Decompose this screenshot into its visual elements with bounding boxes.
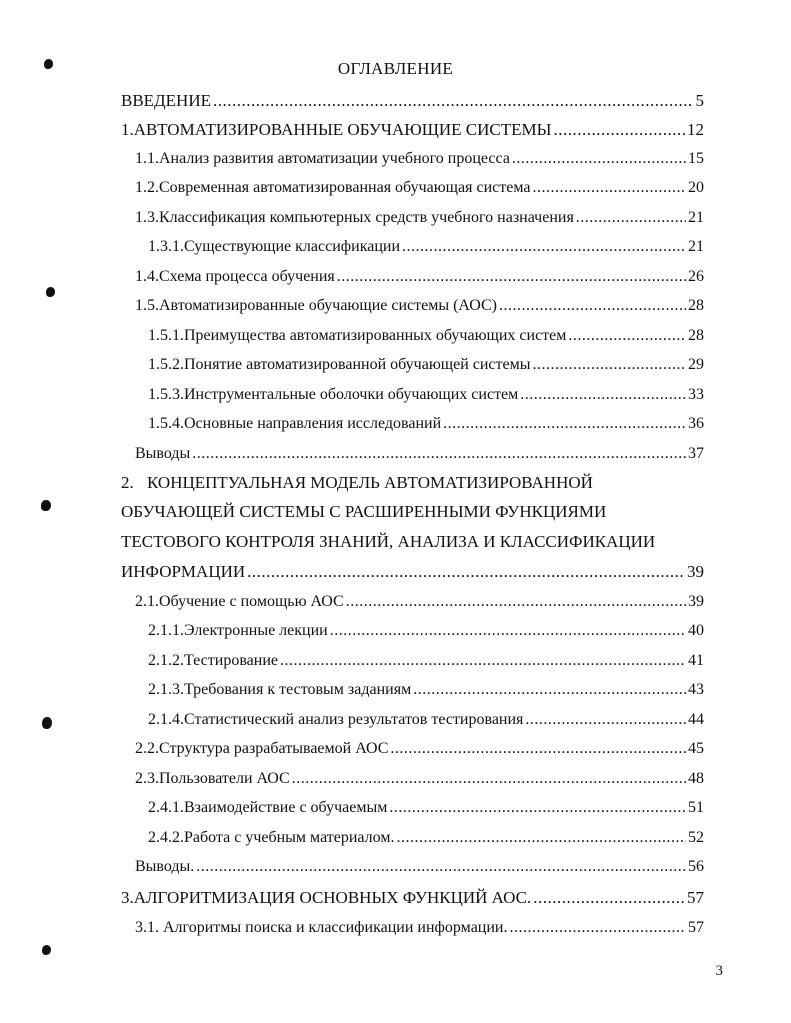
punch-hole-mark bbox=[42, 717, 52, 729]
toc-entry-chapter-1[interactable] bbox=[121, 120, 704, 140]
toc-entry-chapter-2-line-3 bbox=[121, 530, 655, 554]
toc-entry-page: 57 bbox=[687, 888, 704, 907]
toc-entry-text: Современная автоматизированная обучающая система bbox=[159, 179, 531, 196]
toc-entry-number: 1.2. bbox=[135, 179, 159, 196]
toc-entry-text: Выводы bbox=[135, 445, 191, 462]
toc-entry-text: Тестирование bbox=[184, 652, 278, 669]
toc-entry-1-3[interactable] bbox=[135, 208, 704, 228]
toc-entry-page: 52 bbox=[688, 829, 704, 846]
toc-entry-text: Статистический анализ результатов тестирования bbox=[184, 711, 524, 728]
dot-leader bbox=[553, 120, 685, 140]
toc-entry-2-1-3[interactable] bbox=[148, 680, 704, 700]
toc-entry-text: Структура разрабатываемой АОС bbox=[159, 740, 389, 757]
toc-entry-2-1-4[interactable] bbox=[148, 710, 704, 730]
toc-entry-page: 51 bbox=[688, 799, 704, 816]
page-number: 3 bbox=[715, 963, 723, 979]
toc-entry-page: 57 bbox=[688, 919, 704, 936]
toc-entry-1-1[interactable] bbox=[135, 149, 704, 169]
toc-entry-page: 21 bbox=[688, 238, 704, 255]
toc-entry-page: 20 bbox=[688, 179, 704, 196]
toc-entry-text: ВВЕДЕНИЕ bbox=[121, 91, 211, 110]
toc-entry-text: Автоматизированные обучающие системы (АОС) bbox=[159, 297, 497, 314]
toc-entry-chapter-3[interactable] bbox=[121, 888, 704, 908]
dot-leader bbox=[532, 178, 686, 198]
toc-entry-page: 12 bbox=[687, 120, 704, 139]
toc-entry-text: АЛГОРИТМИЗАЦИЯ ОСНОВНЫХ ФУНКЦИЙ АОС. bbox=[133, 888, 532, 907]
dot-leader bbox=[292, 769, 686, 789]
dot-leader bbox=[509, 918, 686, 938]
toc-entry-chapter-2-line-2 bbox=[121, 500, 606, 524]
toc-entry-page: 29 bbox=[688, 356, 704, 373]
toc-entry-number: 1. bbox=[121, 120, 134, 139]
toc-entry-1-5-2[interactable] bbox=[148, 355, 704, 375]
toc-entry-1-5-4[interactable] bbox=[148, 414, 704, 434]
toc-entry-number: 2.1.3. bbox=[148, 681, 184, 698]
toc-entry-2-1-2[interactable] bbox=[148, 651, 704, 671]
toc-entry-number: 2.1.4. bbox=[148, 711, 184, 728]
toc-entry-text: Преимущества автоматизированных обучающих систем bbox=[184, 327, 567, 344]
toc-entry-text: 3.1. Алгоритмы поиска и классификации информации. bbox=[135, 919, 508, 936]
toc-entry-page: 28 bbox=[688, 327, 704, 344]
toc-entry-number: 1.3. bbox=[135, 209, 159, 226]
toc-entry-number: 1.5.2. bbox=[148, 356, 184, 373]
toc-title: ОГЛАВЛЕНИЕ bbox=[337, 59, 454, 78]
toc-entry-1-2[interactable] bbox=[135, 178, 704, 198]
toc-entry-text: Основные направления исследований bbox=[184, 415, 442, 432]
punch-hole-mark bbox=[46, 287, 55, 297]
toc-entry-page: 44 bbox=[688, 711, 704, 728]
toc-entry-text: АВТОМАТИЗИРОВАННЫЕ ОБУЧАЮЩИЕ СИСТЕМЫ bbox=[133, 120, 552, 139]
toc-entry-page: 40 bbox=[688, 622, 704, 639]
toc-entry-page: 39 bbox=[688, 593, 704, 610]
toc-entry-1-5-1[interactable] bbox=[148, 326, 704, 346]
toc-entry-2-1-1[interactable] bbox=[148, 621, 704, 641]
dot-leader bbox=[247, 562, 685, 582]
toc-entry-number: 2.4.2. bbox=[148, 829, 184, 846]
toc-entry-text: Пользователи АОС bbox=[159, 770, 290, 787]
dot-leader bbox=[533, 888, 685, 908]
toc-entry-page: 41 bbox=[688, 652, 704, 669]
dot-leader bbox=[213, 91, 694, 111]
toc-entry-chapter-2-line-1[interactable] bbox=[121, 471, 593, 495]
dot-leader bbox=[520, 385, 686, 405]
toc-entry-number: 3. bbox=[121, 888, 134, 907]
toc-entry-conclusions-2[interactable] bbox=[135, 857, 704, 877]
toc-entry-text: Взаимодействие с обучаемым bbox=[184, 799, 388, 816]
dot-leader bbox=[389, 798, 686, 818]
dot-leader bbox=[346, 592, 686, 612]
toc-entry-text: Обучение с помощью АОС bbox=[159, 593, 344, 610]
toc-entry-number: 2.3. bbox=[135, 770, 159, 787]
toc-entry-number: 2.1.2. bbox=[148, 652, 184, 669]
dot-leader bbox=[402, 237, 686, 257]
toc-entry-page: 43 bbox=[688, 681, 704, 698]
toc-entry-3-1[interactable] bbox=[135, 918, 704, 938]
toc-entry-number: 1.5.3. bbox=[148, 386, 184, 403]
toc-entry-conclusions-1[interactable] bbox=[135, 444, 704, 464]
toc-entry-text-continued: ОБУЧАЮЩЕЙ СИСТЕМЫ С РАСШИРЕННЫМИ ФУНКЦИЯМИ bbox=[121, 502, 607, 521]
toc-entry-number: 1.5.1. bbox=[148, 327, 184, 344]
toc-entry-2-4-2[interactable] bbox=[148, 828, 704, 848]
toc-entry-1-5-3[interactable] bbox=[148, 385, 704, 405]
dot-leader bbox=[390, 739, 686, 759]
toc-entry-number: 2.4.1. bbox=[148, 799, 184, 816]
toc-entry-2-2[interactable] bbox=[135, 739, 704, 759]
toc-entry-number: 2. bbox=[121, 473, 134, 492]
toc-entry-text-continued: ТЕСТОВОГО КОНТРОЛЯ ЗНАНИЙ, АНАЛИЗА И КЛАССИФИКАЦИИ bbox=[121, 532, 656, 551]
toc-entry-text: Анализ развития автоматизации учебного процесса bbox=[159, 150, 510, 167]
dot-leader bbox=[337, 267, 686, 287]
toc-entry-text: Существующие классификации bbox=[184, 238, 401, 255]
toc-entry-page: 15 bbox=[688, 150, 704, 167]
toc-entry-text: Выводы. bbox=[135, 858, 195, 875]
dot-leader bbox=[443, 414, 686, 434]
punch-hole-mark bbox=[42, 945, 51, 955]
punch-hole-mark bbox=[41, 500, 51, 511]
toc-entry-text: Инструментальные оболочки обучающих систем bbox=[184, 386, 519, 403]
dot-leader bbox=[280, 651, 686, 671]
toc-entry-1-5[interactable] bbox=[135, 296, 704, 316]
dot-leader bbox=[512, 149, 686, 169]
toc-entry-page: 45 bbox=[688, 740, 704, 757]
toc-entry-number: 2.1. bbox=[135, 593, 159, 610]
toc-entry-number: 1.3.1. bbox=[148, 238, 184, 255]
toc-entry-number: 2.1.1. bbox=[148, 622, 184, 639]
toc-entry-1-4[interactable] bbox=[135, 267, 704, 287]
toc-entry-page: 33 bbox=[688, 386, 704, 403]
dot-leader bbox=[413, 680, 686, 700]
toc-entry-page: 26 bbox=[688, 268, 704, 285]
toc-entry-text-continued: ИНФОРМАЦИИ bbox=[121, 562, 246, 581]
dot-leader bbox=[533, 355, 687, 375]
toc-entry-page: 48 bbox=[688, 770, 704, 787]
toc-entry-text: Классификация компьютерных средств учебного назначения bbox=[159, 209, 574, 226]
toc-entry-text: КОНЦЕПТУАЛЬНАЯ МОДЕЛЬ АВТОМАТИЗИРОВАННОЙ bbox=[147, 473, 593, 492]
toc-entry-2-1[interactable] bbox=[135, 592, 704, 612]
toc-entry-page: 37 bbox=[688, 445, 704, 462]
dot-leader bbox=[330, 621, 686, 641]
dot-leader bbox=[192, 444, 686, 464]
toc-entry-number: 1.1. bbox=[135, 150, 159, 167]
toc-entry-page: 56 bbox=[688, 858, 704, 875]
toc-entry-introduction[interactable] bbox=[121, 91, 704, 111]
dot-leader bbox=[525, 710, 686, 730]
toc-entry-number: 1.4. bbox=[135, 268, 159, 285]
dot-leader bbox=[568, 326, 686, 346]
punch-hole-mark bbox=[44, 59, 53, 69]
toc-entry-text: Схема процесса обучения bbox=[159, 268, 335, 285]
toc-entry-number: 2.2. bbox=[135, 740, 159, 757]
dot-leader bbox=[576, 208, 686, 228]
dot-leader bbox=[196, 857, 686, 877]
toc-entry-2-3[interactable] bbox=[135, 769, 704, 789]
toc-entry-text: Электронные лекции bbox=[184, 622, 328, 639]
toc-entry-text: Работа с учебным материалом. bbox=[184, 829, 395, 846]
toc-entry-text: Понятие автоматизированной обучающей системы bbox=[184, 356, 531, 373]
toc-entry-text: Требования к тестовым заданиям bbox=[184, 681, 412, 698]
toc-entry-page: 39 bbox=[687, 562, 704, 581]
toc-entry-page: 28 bbox=[688, 297, 704, 314]
toc-entry-chapter-2-line-4 bbox=[121, 562, 704, 582]
toc-entry-page: 36 bbox=[688, 415, 704, 432]
toc-entry-2-4-1[interactable] bbox=[148, 798, 704, 818]
dot-leader bbox=[499, 296, 686, 316]
toc-entry-page: 21 bbox=[688, 209, 704, 226]
toc-entry-number: 1.5.4. bbox=[148, 415, 184, 432]
dot-leader bbox=[396, 828, 686, 848]
toc-entry-page: 5 bbox=[695, 91, 704, 110]
toc-entry-number: 1.5. bbox=[135, 297, 159, 314]
toc-entry-1-3-1[interactable] bbox=[148, 237, 704, 257]
